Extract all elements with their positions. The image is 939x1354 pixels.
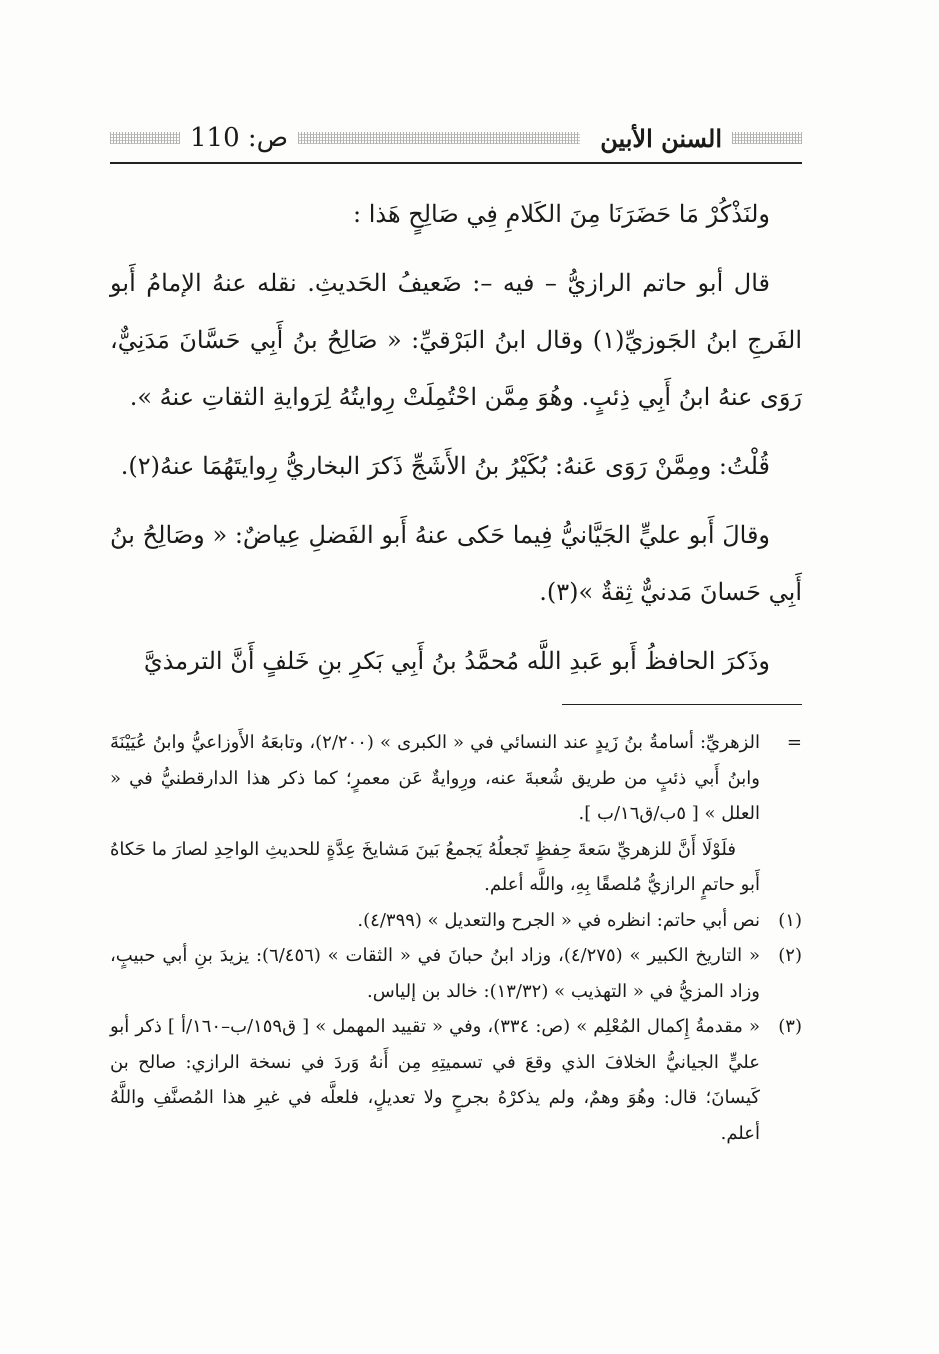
footnote-2 — [110, 938, 802, 1009]
footnote-text: « التاريخ الكبير » (٤/٢٧٥)، وزاد ابنُ حبانَ في « الثقات » (٦/٤٥٦): يزيدَ بنِ أبي حبيبٍ، وزاد المزيُّ في « التهذيب » (١٣/٣٢): خالد بن إلياس. — [110, 945, 760, 1002]
header-ornament — [732, 132, 802, 144]
footnote-separator — [562, 704, 802, 705]
paragraph: قال أبو حاتم الرازيُّ – فيه –: ضَعيفُ الحَديثِ. نقله عنهُ الإمامُ أَبو الفَرجِ ابنُ الجَوزيِّ(١) وقال ابنُ البَرْقيِّ: « صَالِحُ بنُ أَبِي حَسَّانَ مَدَنِيٌّ، رَوَى عنهُ ابنُ أَبِي ذِئبٍ. وهُوَ مِمَّن احْتُمِلَتْ رِوايتُهُ لِرَوايةِ الثقاتِ عنهُ ». — [110, 269, 803, 411]
footnote-continuation — [110, 725, 802, 832]
book-title: السنن الأبين — [600, 123, 722, 153]
running-header — [110, 118, 802, 164]
main-text — [110, 186, 802, 690]
footnote-paragraph: فلَوْلَا أَنَّ للزهريِّ سَعةَ حِفظٍ تَجعلُهُ يَجمعُ بَينَ مَشايخَ عِدَّةٍ للحديثِ الواحِدِ لصارَ ما حَكاهُ أَبو حاتمٍ الرازيُّ مُلصقًا بِهِ، واللَّه أعلم. — [110, 838, 760, 895]
footnote-text: الزهريِّ: أسامةُ بنُ زَيدٍ عند النسائي في « الكبرى » (٢/٢٠٠)، وتابعَهُ الأَوزاعيُّ وابنُ عُيَيْنَةَ وابنُ أَبي ذئبٍ من طريق شُعبةَ عنه، ورِوايةٌ عَن معمرٍ؛ كما ذكر هذا الدارقطنيُّ في « العلل » [ ٥ب/ق١٦/ب ]. — [110, 732, 760, 824]
footnote-text: « مقدمةُ إِكمال المُعْلِم » (ص: ٣٣٤)، وفي « تقييد المهمل » [ ق١٥٩/ب–١٦٠/أ ] ذكر أبو عليٍّ الجيانيُّ الخلافَ الذي وقعَ في تسميتِهِ مِن أَنهُ وَردَ في نسخة الرازي: صالح بن كَيسانَ؛ قال: وهُوَ وهمٌ، ولم يذكرْهُ بجرحٍ ولا تعديلٍ، فلعلَّه في غيرِ هذا المُصنَّفِ واللَّهُ أعلم. — [110, 1016, 760, 1144]
footnote-number: (٢) — [778, 945, 802, 966]
footnote-number: (٣) — [778, 1016, 802, 1037]
header-ornament — [298, 132, 580, 144]
paragraph: ولنَذْكُرْ مَا حَضَرَنَا مِنَ الكَلامِ فِي صَالِحٍ هَذا : — [352, 200, 770, 228]
paragraph: وقالَ أَبو عليٍّ الجَيَّانيُّ فِيما حَكى عنهُ أَبو الفَضلِ عِياضٌ: « وصَالِحُ بنُ أَبِي حَسانَ مَدنيٌّ ثِقةٌ »(٣). — [110, 521, 802, 606]
footnote-1 — [110, 903, 802, 939]
paragraph: وذَكرَ الحافظُ أَبو عَبدِ اللَّه مُحمَّدُ بنُ أَبِي بَكرِ بنِ خَلفٍ أَنَّ الترمذيَّ — [143, 647, 770, 675]
paragraph: قُلْتُ: ومِمَّنْ رَوَى عَنهُ: بُكَيْرُ بنُ الأَشَجِّ ذَكرَ البخاريُّ رِوايتَهُمَا عنهُ(٢). — [120, 452, 770, 480]
footnotes — [110, 725, 802, 1151]
footnote-text: نص أبي حاتم: انظره في « الجرح والتعديل » (٤/٣٩٩). — [357, 909, 760, 931]
page-number: ص: 110 — [190, 123, 289, 153]
header-ornament — [110, 132, 180, 144]
footnote-3 — [110, 1009, 802, 1151]
continuation-marker: = — [786, 732, 802, 753]
book-page — [110, 118, 802, 1151]
footnote-number: (١) — [778, 909, 802, 931]
